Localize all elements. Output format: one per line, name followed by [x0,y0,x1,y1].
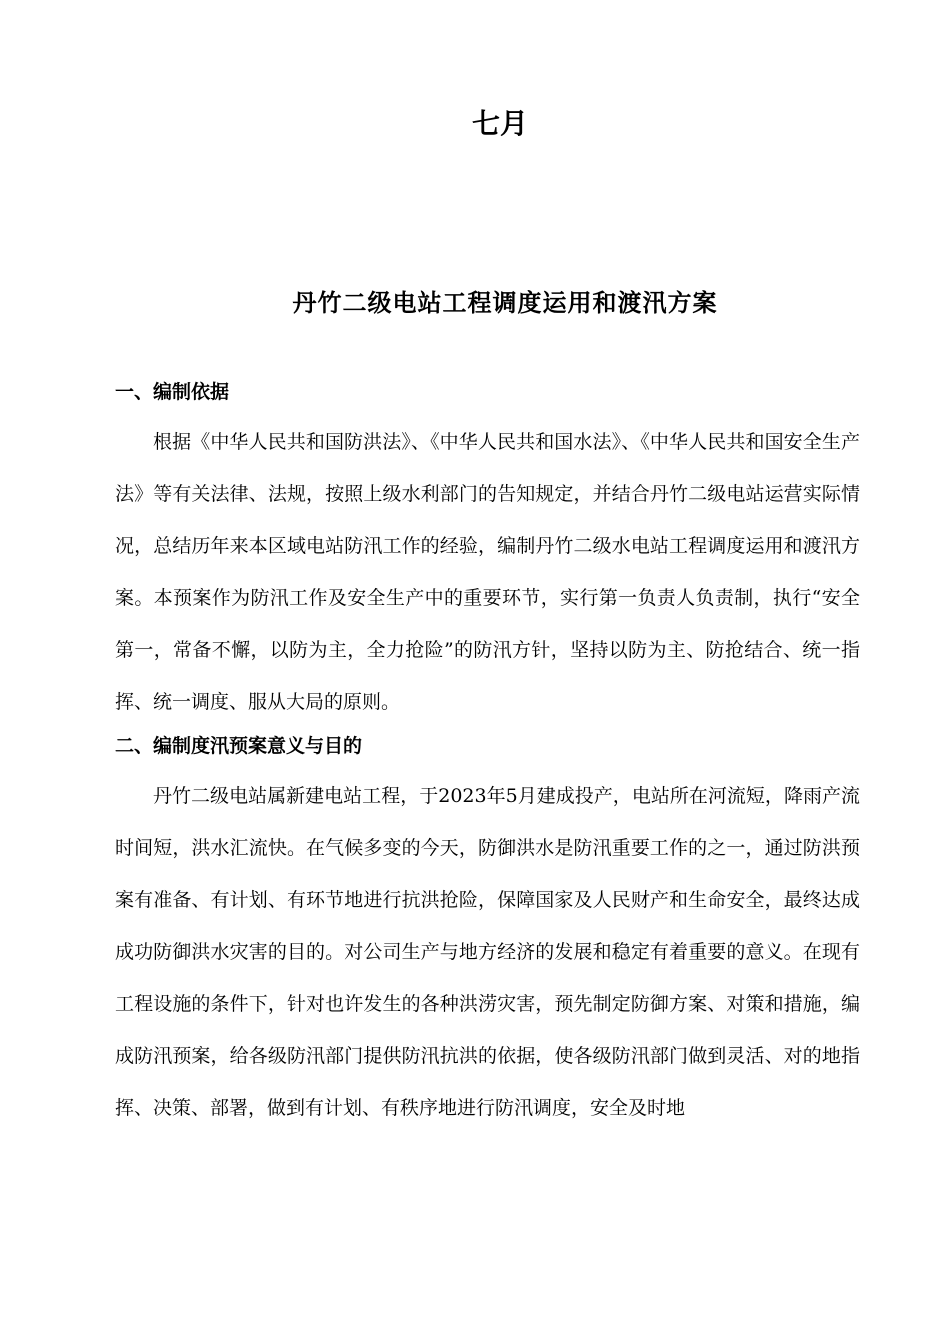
document-body [115,374,860,1134]
month-header: 七月 [471,107,528,140]
document-title: 丹竹二级电站工程调度运用和渡汛方案 [292,289,718,317]
section-paragraph-basis: 根据《中华人民共和国防洪法》、《中华人民共和国水法》、《中华人民共和国安全生产法》等有关法律、法规，按照上级水利部门的告知规定，并结合丹竹二级电站运营实际情况，总结历年来本区域电站防汛工作的经验，编制丹竹二级水电站工程调度运用和渡汛方案。本预案作为防汛工作及安全生产中的重要环节，实行第一负责人负责制，执行“安全第一，常备不懈，以防为主，全力抢险”的防汛方针，坚持以防为主、防抢结合、统一指挥、统一调度、服从大局的原则。 [115,431,860,713]
section-heading-basis: 一、编制依据 [115,381,230,403]
section-paragraph-purpose: 丹竹二级电站属新建电站工程，于2023年5月建成投产，电站所在河流短，降雨产流时间短，洪水汇流快。在气候多变的今天，防御洪水是防汛重要工作的之一，通过防洪预案有准备、有计划、有环节地进行抗洪抢险，保障国家及人民财产和生命安全，最终达成成功防御洪水灾害的目的。对公司生产与地方经济的发展和稳定有着重要的意义。在现有工程设施的条件下，针对也许发生的各种洪涝灾害，预先制定防御方案、对策和措施，编成防汛预案，给各级防汛部门提供防汛抗洪的依据，使各级防汛部门做到灵活、对的地指挥、决策、部署，做到有计划、有秩序地进行防汛调度，安全及时地 [115,785,860,1119]
section-heading-purpose: 二、编制度汛预案意义与目的 [115,735,363,757]
